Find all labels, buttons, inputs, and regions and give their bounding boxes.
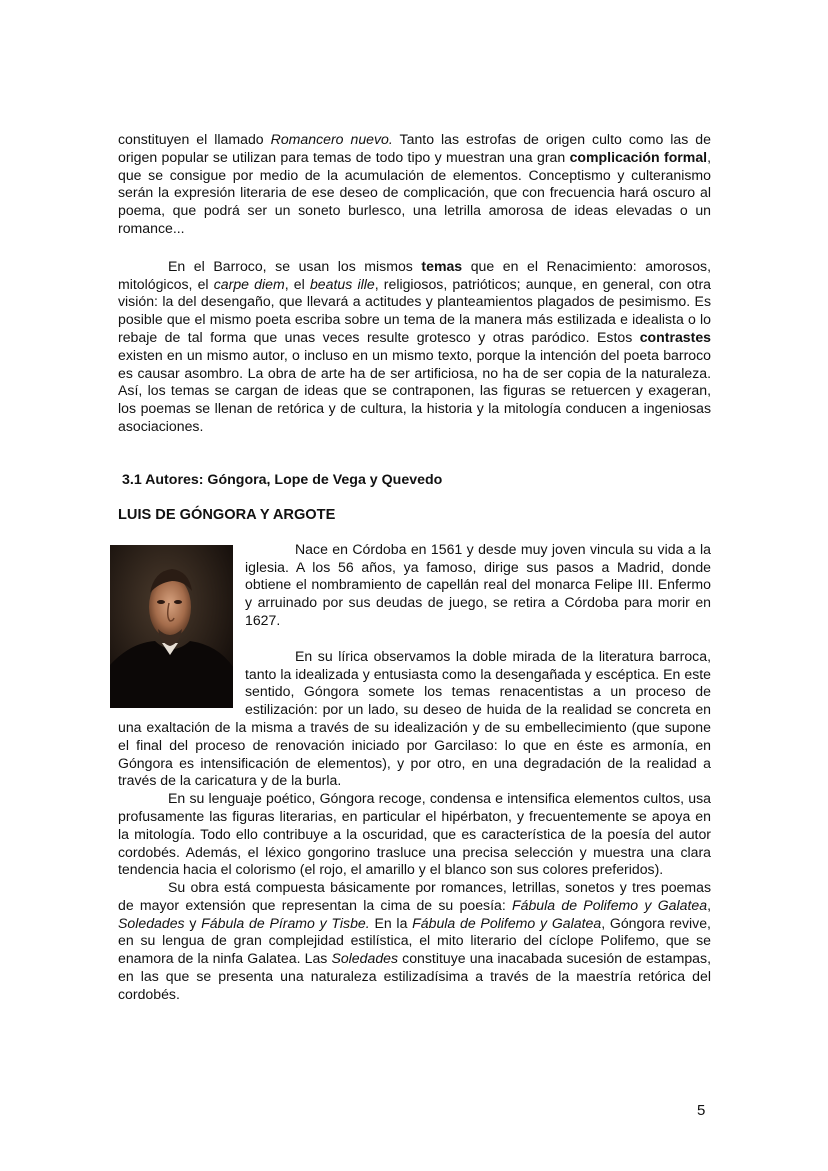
text-run: En la xyxy=(369,914,413,931)
paragraph-temas xyxy=(118,258,711,436)
biography-block xyxy=(118,541,711,790)
italic-run: Romancero nuevo. xyxy=(270,131,393,147)
bold-run: complicación formal xyxy=(569,148,708,165)
portrait-image xyxy=(110,545,233,708)
bold-run: temas xyxy=(421,257,463,274)
portrait-illustration xyxy=(110,545,233,708)
text-run: , el xyxy=(284,275,310,292)
text-run: , que se consigue por medio de la acumulación de elementos. Conceptismo y culteranismo serán la expresión literaria de ese deseo de complicación, que con frecuencia hará oscuro al poema, que podrá ser un soneto burlesco, una letrilla amorosa de ideas elevadas o un romance... xyxy=(118,148,712,236)
italic-run: Soledades xyxy=(118,914,185,931)
paragraph-romancero xyxy=(118,131,711,238)
italic-run: carpe diem xyxy=(213,275,285,292)
text-run: , religiosos, patrióticos; aunque, en general, con otra visión: la del desengaño, que llevará a actitudes y planteamientos plagados de pesimismo. Es posible que el mismo poeta escriba sobre un tema de la manera más estilizada e idealista o lo rebaje de tal forma que unas veces resulte grotesco y otras paródico. Estos xyxy=(118,275,712,345)
page-number: 5 xyxy=(697,1102,706,1119)
text-run: Su obra está compuesta básicamente por romances, letrillas, sonetos y tres poemas de mayor extensión que representan la cima de su poesía: xyxy=(118,879,711,913)
italic-run: Soledades xyxy=(331,950,399,967)
author-heading: LUIS DE GÓNGORA Y ARGOTE xyxy=(118,506,336,523)
bold-run: contrastes xyxy=(639,328,711,345)
italic-run: Fábula de Polifemo y Galatea xyxy=(512,896,708,913)
paragraph-lirica: En su lírica observamos la doble mirada de la literatura barroca, tanto la idealizada y entusiasta como la desengañada y escéptica. En este sentido, Góngora somete los temas renacentistas a un proceso de estilización: por un lado, su deseo de huida de la realidad se concreta en una exaltación de la misma a través de su idealización y de su embellecimiento (que supone el final del proceso de renovación iniciado por Garcilaso: lo que en éste es armonía, en Góngora es intensificación de elementos), y por otro, en una degradación de la realidad a través de la caricatura y de la burla. xyxy=(118,647,711,789)
text-run: Tanto las estrofas de origen culto como las de origen popular se utilizan para temas de todo tipo y muestran una gran xyxy=(118,131,711,165)
text-run: existen en un mismo autor, o incluso en un mismo texto, porque la intención del poeta barroco es causar asombro. La obra de arte ha de ser artificiosa, no ha de ser copia de la naturaleza. Así, los temas se cargan de ideas que se contraponen, las figuras se retuercen y exageran, los poemas se llenan de retórica y de cultura, la historia y la mitología conducen a ingeniosas asociaciones. xyxy=(118,346,711,434)
text-run: , xyxy=(707,896,711,913)
italic-run: beatus ille xyxy=(309,275,375,292)
page-content xyxy=(118,131,711,1004)
italic-run: Fábula de Píramo y Tisbe. xyxy=(201,914,370,931)
paragraph-lenguaje: En su lenguaje poético, Góngora recoge, condensa e intensifica elementos cultos, usa profusamente las figuras literarias, en particular el hipérbaton, y frecuentemente se apoya en la mitología. Todo ello contribuye a la oscuridad, que es característica de la poesía del autor cordobés. Además, el léxico gongorino trasluce una precisa selección y muestra una clara tendencia hacia el colorismo (el rojo, el amarillo y el blanco son sus colores preferidos). xyxy=(118,790,711,878)
paragraph-biography: Nace en Córdoba en 1561 y desde muy joven vincula su vida a la iglesia. A los 56 años, ya famoso, dirige sus pasos a Madrid, donde obtiene el nombramiento de capellán real del monarca Felipe III. Enfermo y arruinado por sus deudas de juego, se retira a Córdoba para morir en 1627. xyxy=(245,540,711,628)
paragraph-obra xyxy=(118,879,711,1004)
text-run: constituyen el llamado xyxy=(118,131,271,147)
text-run: que en el Renacimiento: amorosos, mitológicos, el xyxy=(118,257,712,292)
section-title: 3.1 Autores: Góngora, Lope de Vega y Quevedo xyxy=(122,471,443,488)
italic-run: Fábula de Polifemo y Galatea xyxy=(412,914,602,931)
text-run: constituye una inacabada sucesión de estampas, en las que se presenta una naturaleza estilizadísima a través de la maestría retórica del cordobés. xyxy=(118,950,711,1002)
text-run: , Góngora revive, en su lengua de gran complejidad estilística, el mito literario del cíclope Polifemo, que se enamora de la ninfa Galatea. Las xyxy=(118,914,711,967)
text-run: y xyxy=(184,914,202,931)
text-run: En el Barroco, se usan los mismos xyxy=(168,257,422,274)
